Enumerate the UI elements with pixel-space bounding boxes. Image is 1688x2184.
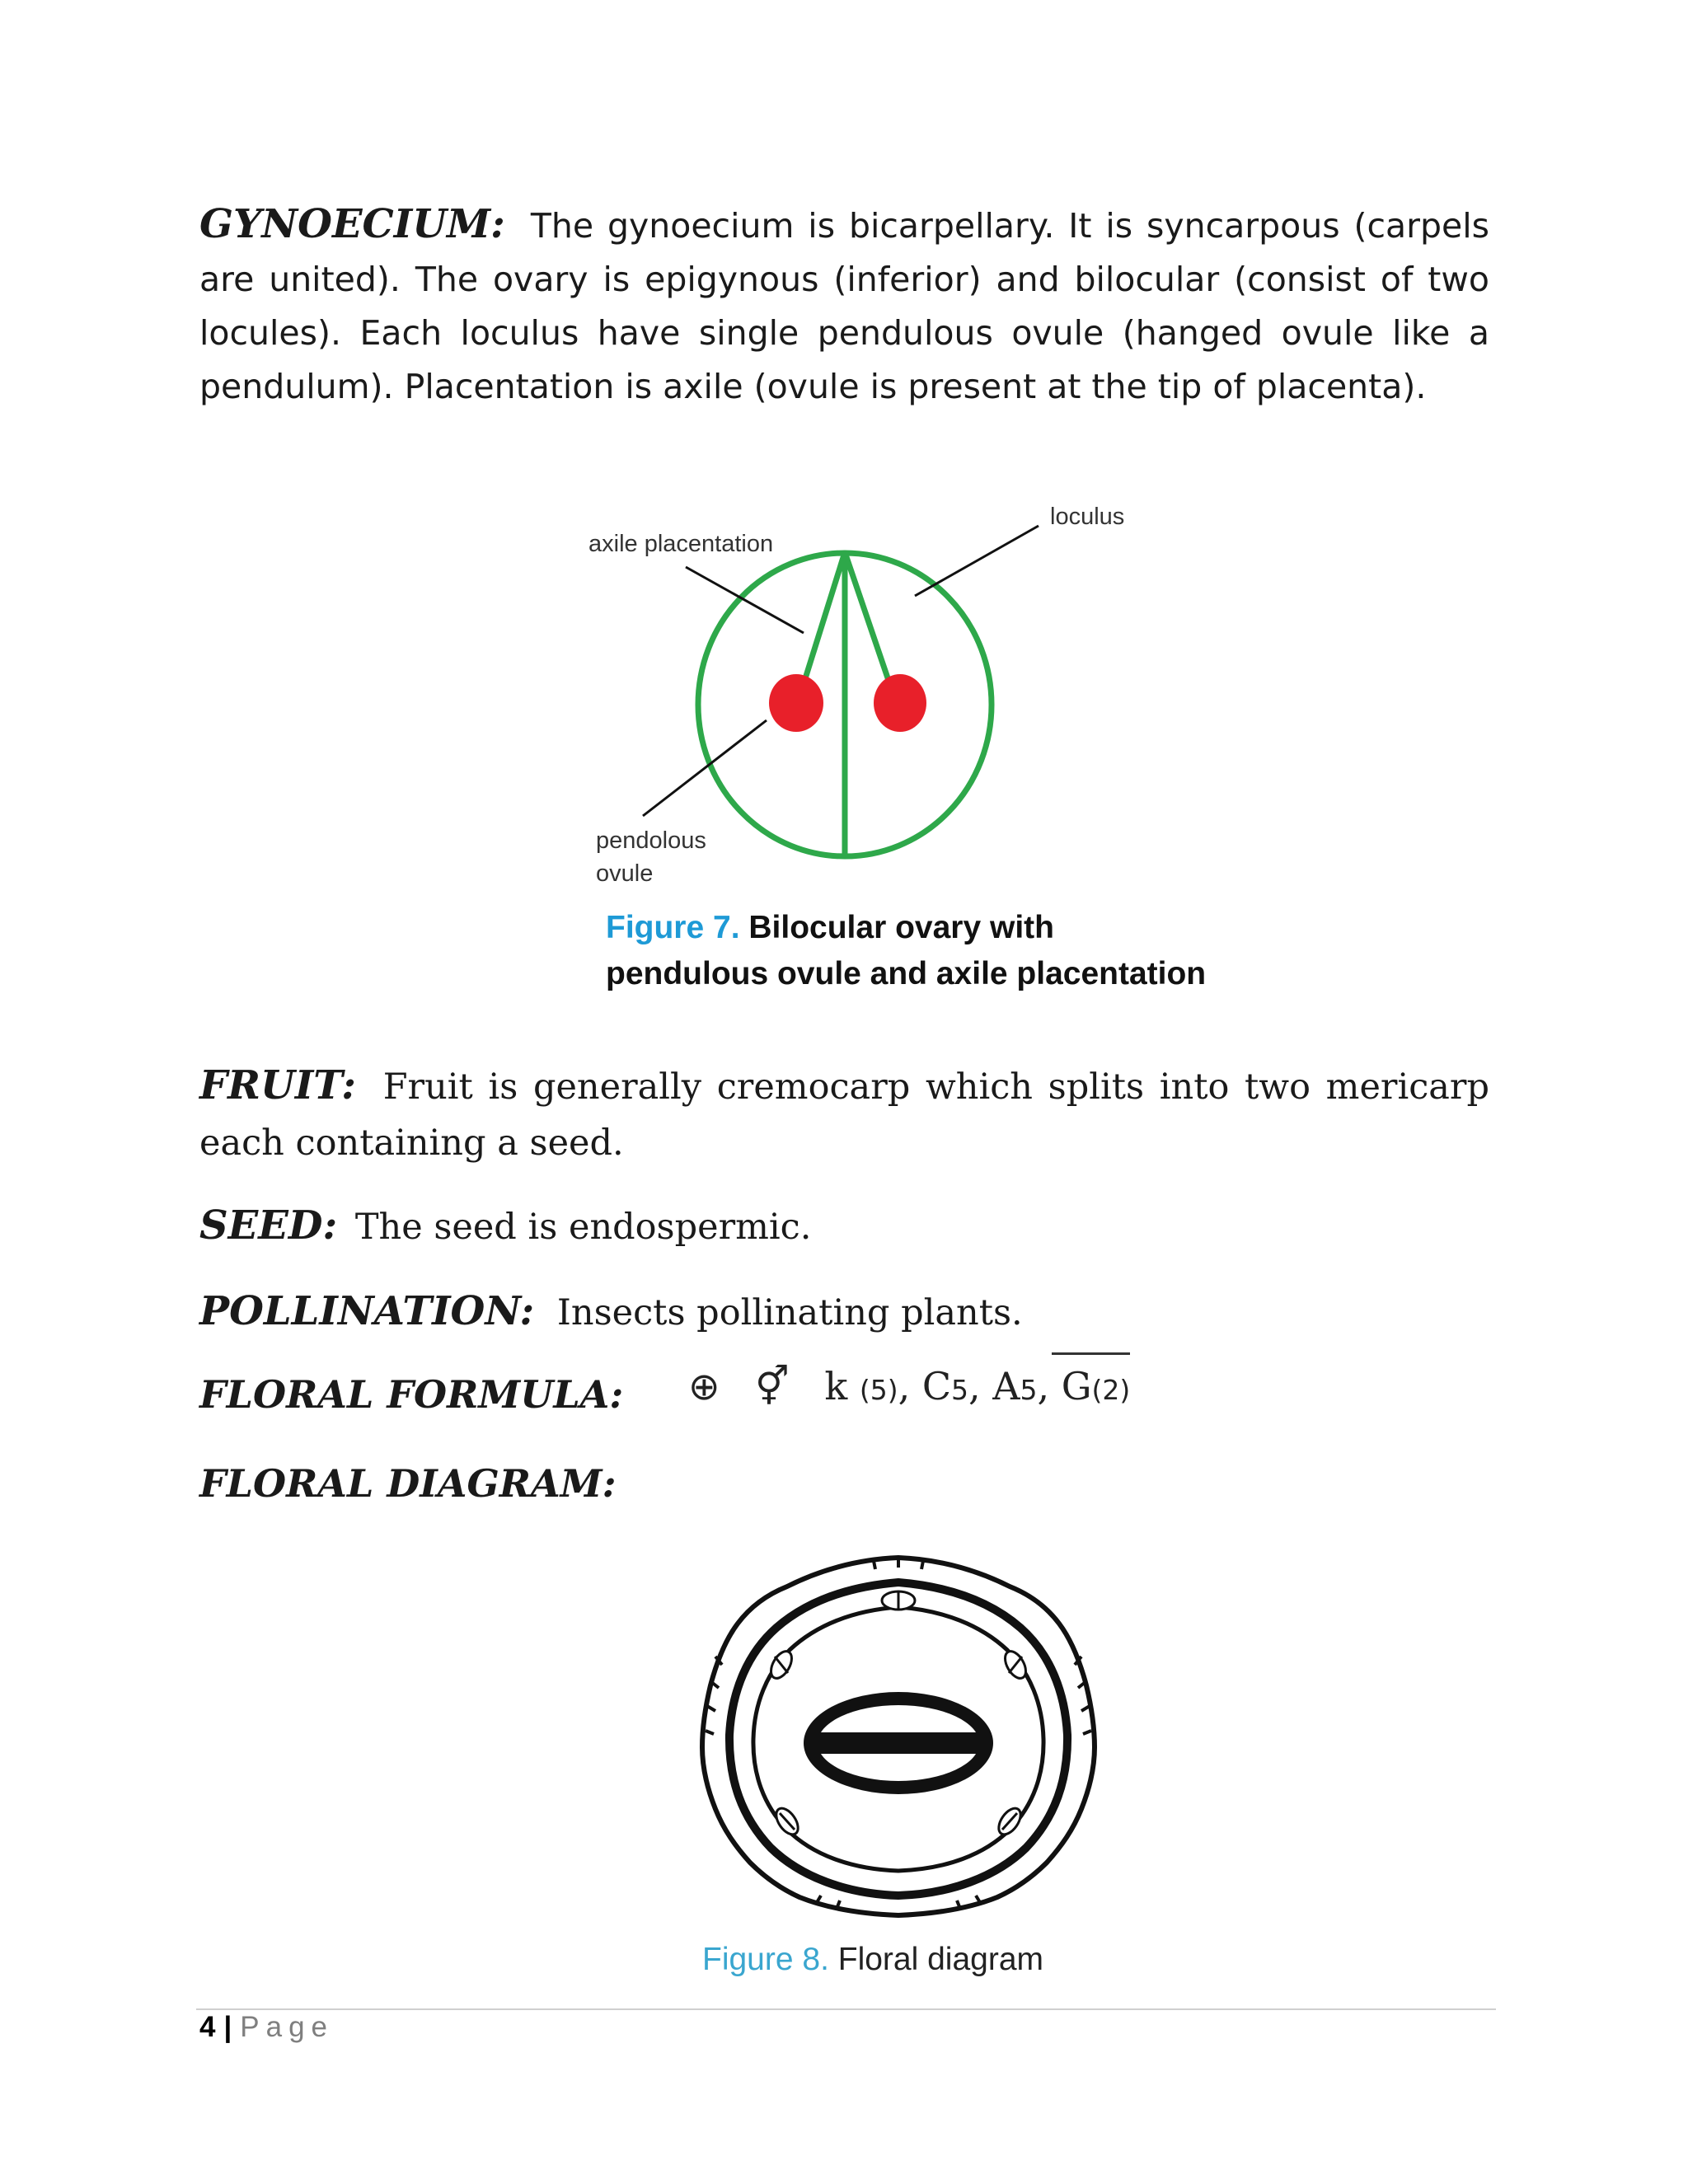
- gynoecium-text: The gynoecium is bicarpellary. It is syncarpous (carpels are united). The ovary is epigynous (inferior) and bilocular (consist of two locules). Each loculus have single pendulous ovule (hanged ovule like a pendulum). Placentation is axile (ovule is present at the tip of placenta).: [199, 206, 1489, 406]
- ovule-left: [769, 674, 823, 732]
- seed-heading: SEED:: [199, 1202, 338, 1249]
- formula-g-sep: ,: [1037, 1364, 1062, 1408]
- label-pendulous-line2: ovule: [596, 860, 654, 887]
- pointer-axile: [686, 567, 804, 633]
- footer-separator: |: [223, 2011, 232, 2043]
- figure7-caption-line2: pendulous ovule and axile placentation: [606, 956, 1207, 991]
- pointer-ovule: [643, 720, 767, 816]
- label-axile-placentation: axile placentation: [588, 531, 774, 557]
- gynoecium-paragraph: [199, 198, 1489, 414]
- inferior-ovary-bar: [1052, 1352, 1131, 1355]
- bisexual-symbol: ⚥: [755, 1364, 790, 1408]
- fruit-heading: FRUIT:: [199, 1062, 357, 1108]
- formula-k: k: [824, 1364, 848, 1408]
- floral-formula: [688, 1364, 1130, 1408]
- page-word: Page: [240, 2011, 335, 2043]
- seed-paragraph: [199, 1197, 1489, 1255]
- ovule-right: [874, 674, 926, 732]
- figure8-caption-number: Figure 8.: [702, 1942, 829, 1977]
- pollination-paragraph: [199, 1283, 1489, 1341]
- formula-k-sub: (5): [859, 1374, 898, 1406]
- formula-g-sub: (2): [1091, 1374, 1131, 1406]
- seed-text: The seed is endospermic.: [354, 1207, 812, 1248]
- figure7-caption-text1: Bilocular ovary with: [748, 910, 1054, 945]
- label-pendulous-line1: pendolous: [596, 827, 706, 854]
- fruit-paragraph: [199, 1057, 1489, 1171]
- floral-diagram-figure: [692, 1549, 1104, 1920]
- formula-g-group: [1062, 1364, 1131, 1408]
- gynoecium-heading: GYNOECIUM:: [199, 201, 505, 247]
- ovary: [804, 1692, 993, 1794]
- figure7-caption: [606, 905, 1206, 997]
- formula-c: , C: [898, 1364, 952, 1408]
- pollination-text: Insects pollinating plants.: [556, 1292, 1023, 1333]
- figure7-caption-number: Figure 7.: [606, 910, 740, 945]
- fruit-text: Fruit is generally cremocarp which splits into two mericarp each containing a seed.: [199, 1066, 1489, 1164]
- formula-a: , A: [968, 1364, 1020, 1408]
- formula-c-sub: 5: [951, 1374, 969, 1406]
- formula-a-sub: 5: [1020, 1374, 1038, 1406]
- figure8-caption-text: Floral diagram: [837, 1942, 1044, 1977]
- figure7-caption-line1: [606, 905, 1206, 951]
- floral-diagram-heading: FLORAL DIAGRAM:: [199, 1461, 617, 1506]
- pointer-loculus: [915, 526, 1039, 596]
- label-pendulous-ovule: [596, 824, 706, 890]
- page-footer: [199, 2011, 334, 2044]
- figure8-caption: [702, 1937, 1043, 1983]
- pollination-heading: POLLINATION:: [199, 1288, 535, 1334]
- footer-divider: [196, 2008, 1496, 2010]
- formula-g: G: [1061, 1364, 1092, 1408]
- actinomorphic-symbol: ⊕: [688, 1364, 720, 1408]
- label-loculus: loculus: [1050, 504, 1125, 530]
- page-number: 4: [199, 2011, 216, 2043]
- floral-formula-heading: FLORAL FORMULA:: [199, 1372, 624, 1417]
